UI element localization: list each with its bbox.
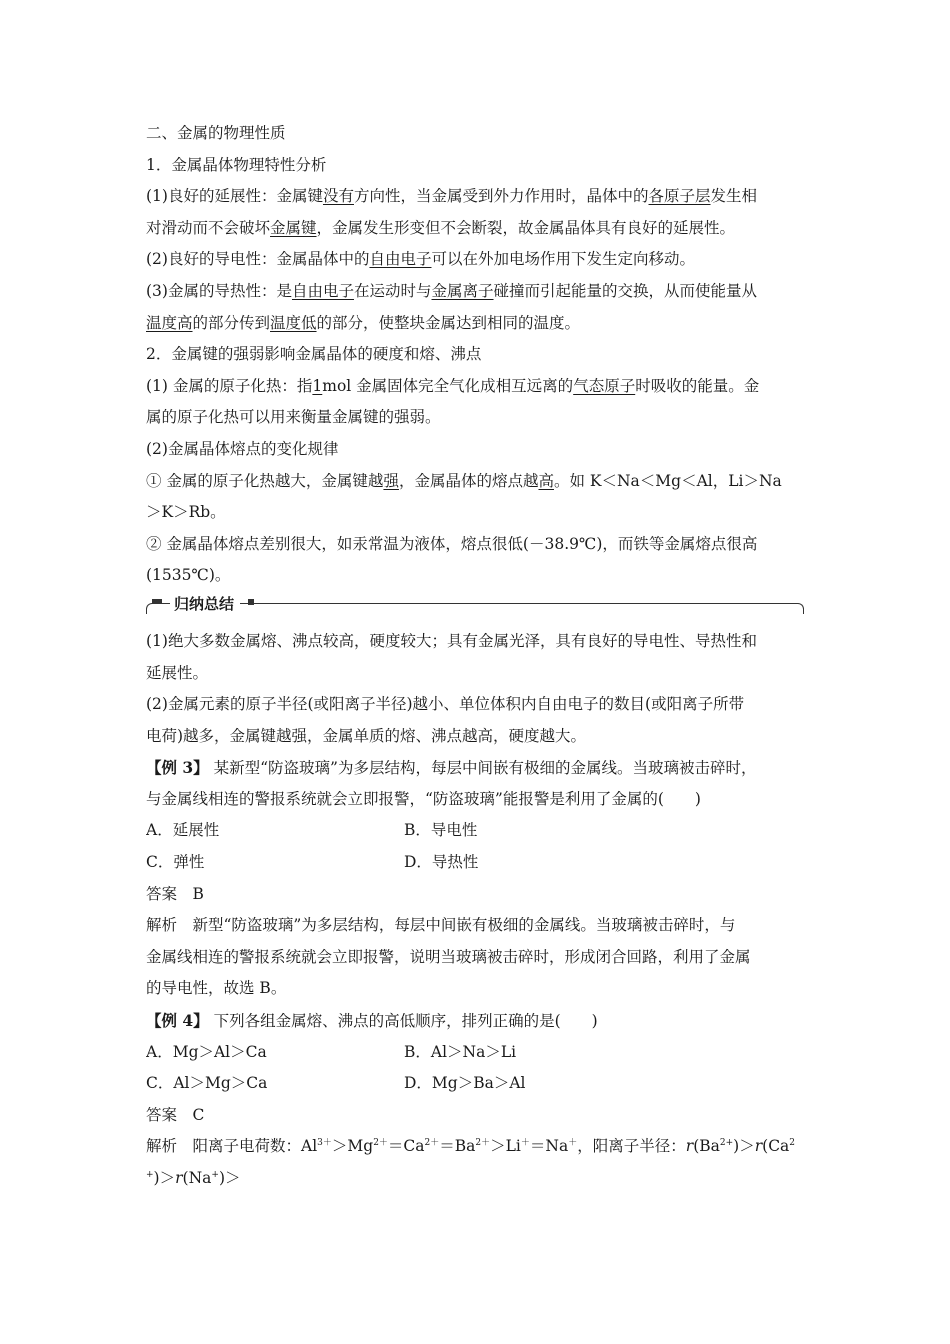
option-b: B．Al＞Na＞Li	[404, 1042, 517, 1061]
summary-square	[248, 599, 254, 605]
blank-answer: 气态原子	[573, 376, 636, 395]
summary-frame	[146, 603, 804, 614]
example-4-options-cd	[146, 1068, 808, 1100]
summary-header	[146, 594, 808, 624]
option-d: D．导热性	[404, 853, 479, 872]
paragraph-rule-2: ② 金属晶体熔点差别很大，如汞常温为液体，熔点很低(－38.9℃)，而铁等金属熔点很高	[146, 534, 758, 553]
summary-1: (1)绝大多数金属熔、沸点较高，硬度较大；具有金属光泽，具有良好的导电性、导热性和	[146, 631, 757, 650]
example-3-answer: 答案 B	[146, 884, 204, 903]
summary-1-cont: 延展性。	[146, 663, 209, 682]
example-4-explanation: 解析 阳离子电荷数：$Al^{3+}>Mg^{2+}=Ca^{2+}=Ba^{2+}>Li^+=Na^+$，阳离子半径：$r(Ba^{2+})>r(Ca^2$	[146, 1137, 796, 1156]
blank-answer: 高	[538, 471, 554, 490]
example-tag: 【例 4】	[146, 1011, 209, 1031]
option-b: B．导电性	[404, 821, 478, 840]
blank-answer: 自由电子	[291, 281, 354, 300]
paragraph-atomization-cont: 属的原子化热可以用来衡量金属键的强弱。	[146, 408, 441, 427]
subsection-title-2: 2．金属键的强弱影响金属晶体的硬度和熔、沸点	[146, 345, 482, 364]
blank-answer: 强	[383, 471, 399, 490]
blank-answer: 温度高	[146, 313, 193, 332]
blank-answer: 金属键	[270, 218, 317, 237]
paragraph-atomization: (1) 金属的原子化热：指1mol 金属固体完全气化成相互远离的气态原子时吸收的能量。金	[146, 376, 760, 395]
summary-label: 归纳总结	[170, 592, 240, 616]
document-page	[146, 118, 808, 1195]
example-3-question: 【例 3】 某新型“防盗玻璃”为多层结构，每层中间嵌有极细的金属线。当玻璃被击碎时，	[146, 758, 757, 778]
summary-dash	[152, 599, 162, 603]
blank-answer: 自由电子	[369, 250, 432, 269]
example-3-explanation-cont: 金属线相连的警报系统就会立即报警，说明当玻璃被击碎时，形成闭合回路，利用了金属	[146, 947, 751, 966]
paragraph-thermal: (3)金属的导热性：是自由电子在运动时与金属离子碰撞而引起能量的交换，从而使能量从	[146, 281, 758, 300]
option-a: A．Mg＞Al＞Ca	[146, 1042, 267, 1061]
summary-2: (2)金属元素的原子半径(或阳离子半径)越小、单位体积内自由电子的数目(或阳离子所带	[146, 695, 745, 714]
example-3-explanation-end: 的导电性，故选 B。	[146, 979, 287, 998]
option-d: D．Mg＞Ba＞Al	[404, 1074, 526, 1093]
example-3-options-ab	[146, 815, 808, 847]
paragraph-rule-1: ① 金属的原子化热越大，金属键越强，金属晶体的熔点越高。如 K＜Na＜Mg＜Al，Li＞Na	[146, 471, 782, 490]
paragraph-conductivity: (2)良好的导电性：金属晶体中的自由电子可以在外加电场作用下发生定向移动。	[146, 250, 695, 269]
section-title: 二、金属的物理性质	[146, 124, 286, 142]
paragraph-thermal-cont: 温度高的部分传到温度低的部分，使整块金属达到相同的温度。	[146, 313, 581, 332]
paragraph-ductility-cont: 对滑动而不会破坏金属键，金属发生形变但不会断裂，故金属晶体具有良好的延展性。	[146, 218, 736, 237]
blank-answer: 没有	[322, 187, 354, 206]
paragraph-ductility: (1)良好的延展性：金属键没有方向性，当金属受到外力作用时，晶体中的各原子层发生相	[146, 187, 758, 206]
summary-2-cont: 电荷)越多，金属键越强，金属单质的熔、沸点越高，硬度越大。	[146, 726, 587, 745]
example-3-question-cont: 与金属线相连的警报系统就会立即报警，“防盗玻璃”能报警是利用了金属的( )	[146, 789, 701, 808]
option-a: A．延展性	[146, 821, 220, 840]
example-4-explanation-cont: +)＞r(Na+)＞	[146, 1169, 241, 1187]
example-tag: 【例 3】	[146, 758, 209, 778]
example-3-explanation: 解析 新型“防盗玻璃”为多层结构，每层中间嵌有极细的金属线。当玻璃被击碎时，与	[146, 916, 736, 935]
paragraph-rule-2-cont: (1535℃)。	[146, 566, 231, 585]
example-4-answer: 答案 C	[146, 1105, 205, 1124]
example-3-options-cd	[146, 847, 808, 879]
option-c: C．Al＞Mg＞Ca	[146, 1074, 268, 1093]
subsection-title-1: 1．金属晶体物理特性分析	[146, 155, 327, 174]
blank-answer: 温度低	[270, 313, 317, 332]
paragraph-melting-title: (2)金属晶体熔点的变化规律	[146, 439, 339, 458]
example-4-question: 【例 4】 下列各组金属熔、沸点的高低顺序，排列正确的是( )	[146, 1011, 598, 1031]
example-4-options-ab	[146, 1037, 808, 1069]
option-c: C．弹性	[146, 853, 205, 872]
paragraph-rule-1-cont: ＞K＞Rb。	[146, 503, 226, 522]
blank-answer: 1	[312, 376, 323, 395]
blank-answer: 金属离子	[431, 281, 494, 300]
blank-answer: 各原子层	[648, 187, 711, 206]
